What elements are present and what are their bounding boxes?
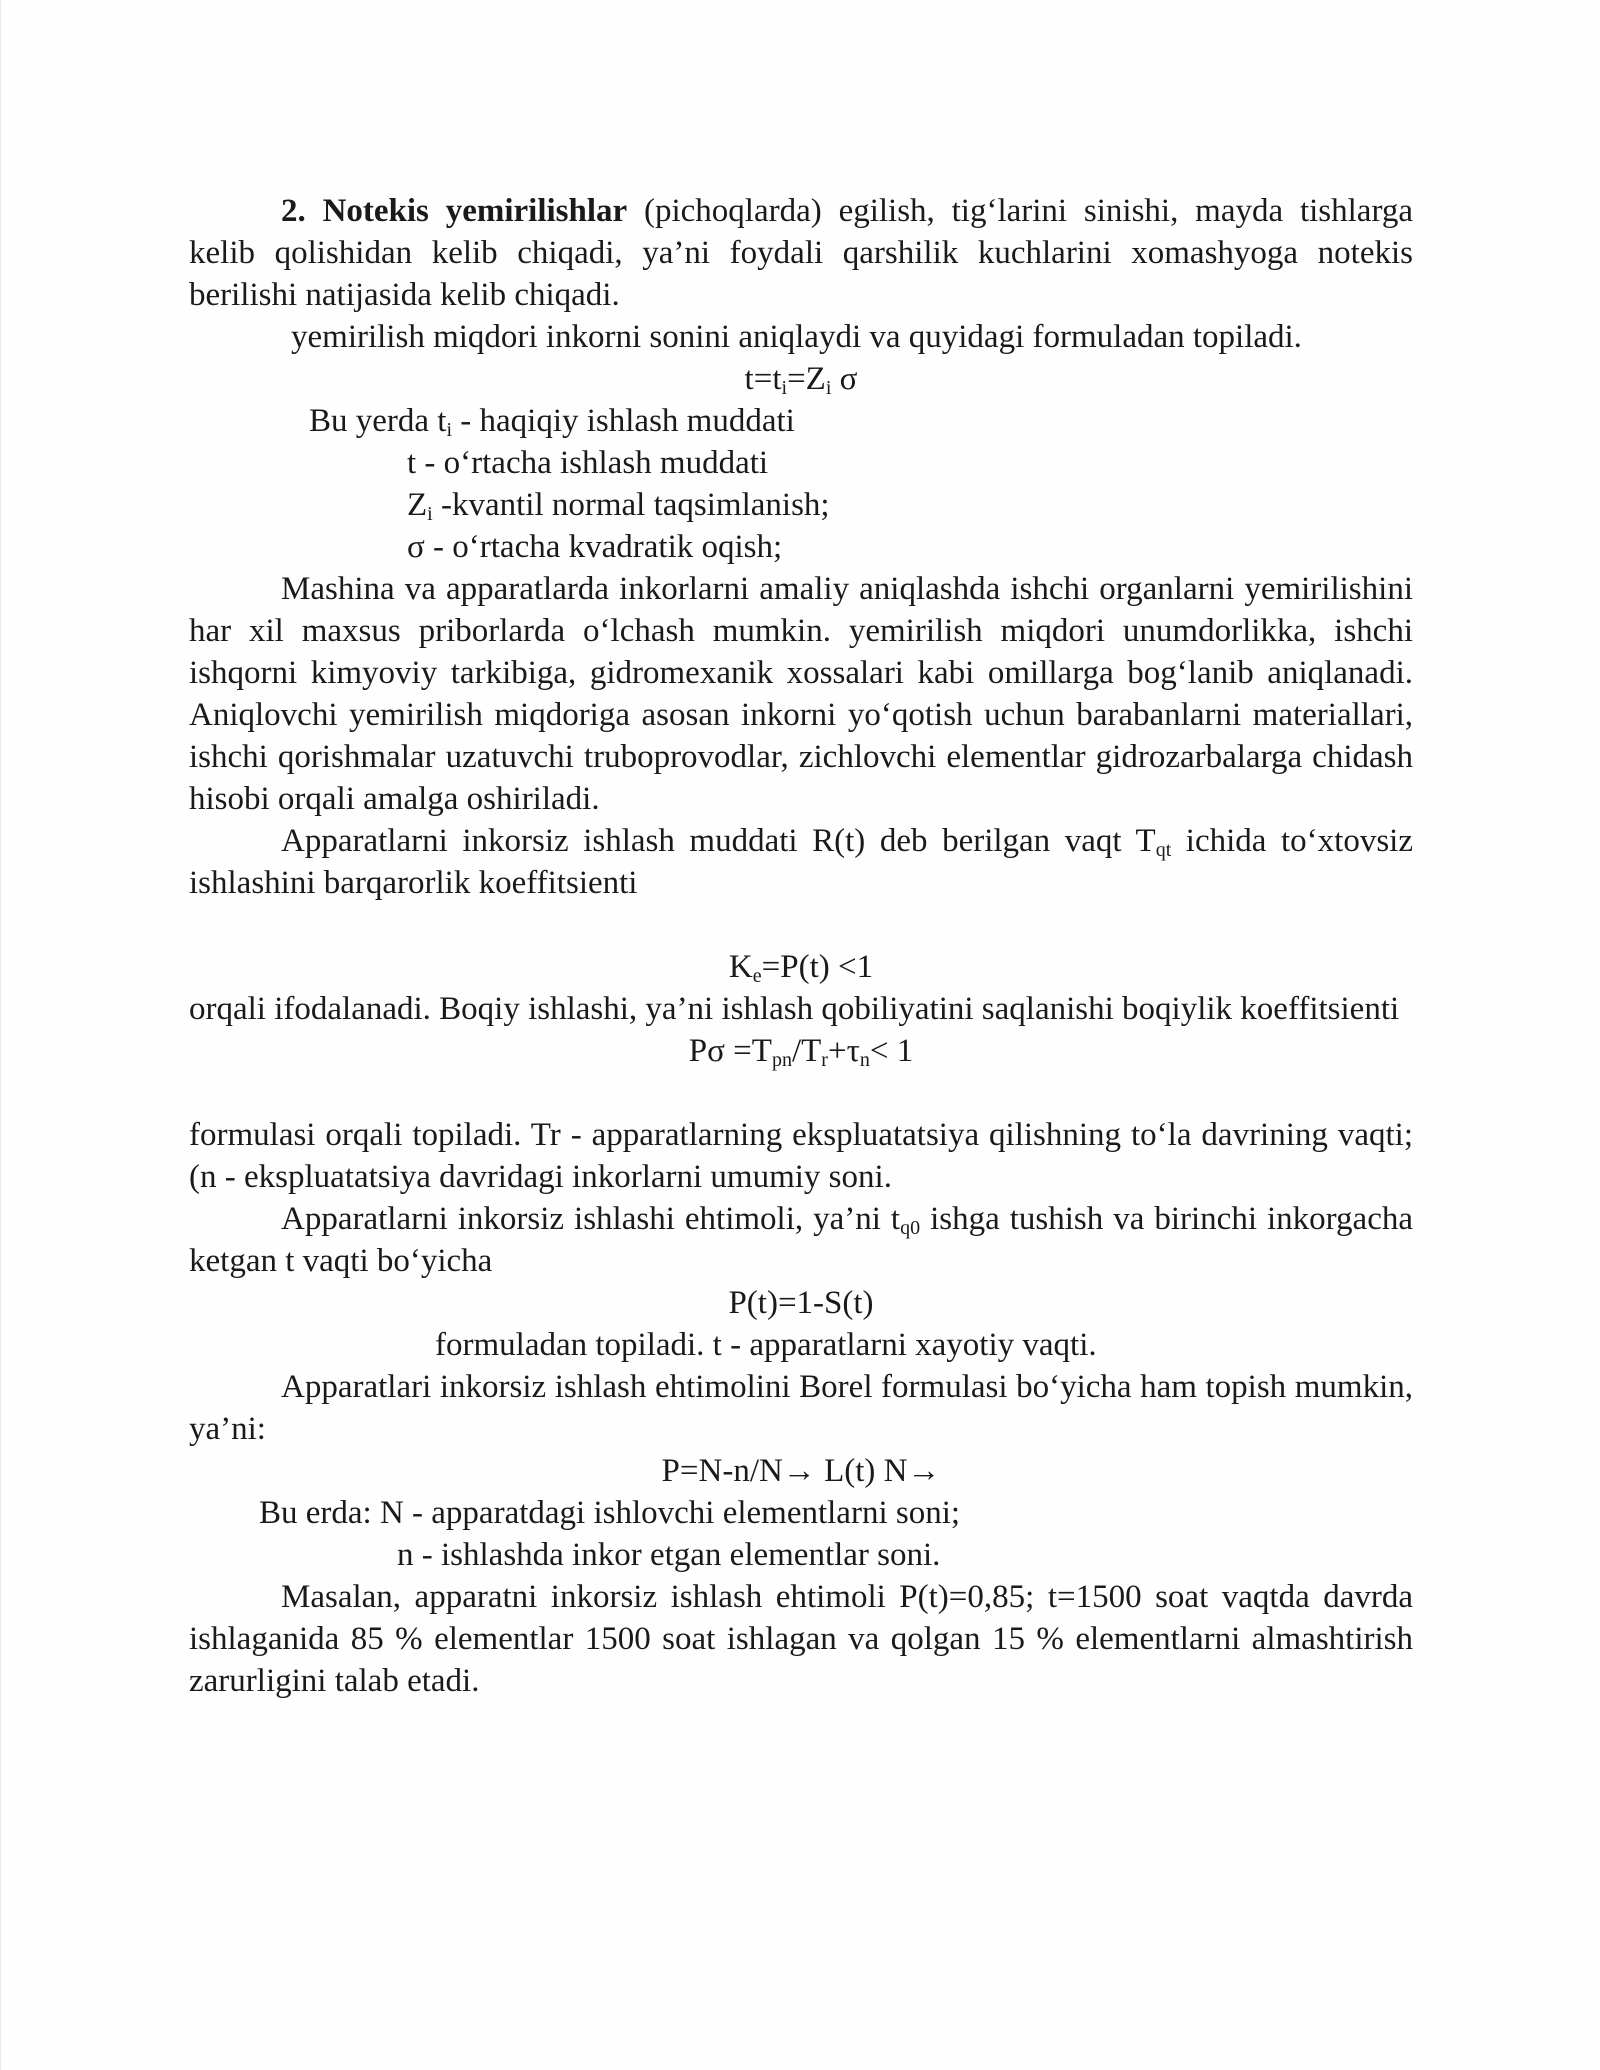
paragraph-formula-intro: yemirilish miqdori inkorni sonini aniqlaydi va quyidagi formuladan topiladi. [291, 319, 1302, 355]
section-heading: 2. Notekis yemirilishlar [281, 193, 628, 229]
paragraph-tr-definition: formulasi orqali topiladi. Tr - apparatlarning ekspluatatsiya qilishning to‘la davrining vaqti; (n - ekspluatatsiya davridagi inkorlarni umumiy soni. [189, 1117, 1413, 1195]
subscript: i [446, 419, 453, 441]
subscript: q0 [900, 1217, 921, 1239]
formula-part: =Z [787, 361, 826, 397]
subscript: i [781, 377, 788, 399]
subscript: r [821, 1049, 828, 1071]
definition-sigma: σ - o‘rtacha kvadratik oqish; [407, 529, 783, 565]
formula-part: K [728, 949, 753, 985]
paragraph-text: Apparatlarni inkorsiz ishlash muddati R(t) deb berilgan vaqt T [281, 823, 1156, 859]
formula-part: Pσ =T [688, 1033, 772, 1069]
subscript: i [825, 377, 832, 399]
paragraph-ehtimol [189, 1198, 1413, 1282]
formula-part: +τ [827, 1033, 860, 1069]
spacer [189, 904, 1413, 946]
paragraph-text: ichida to‘xtovsiz ishlashini barqarorlik koeffitsienti [189, 823, 1413, 901]
paragraph-xayotiy-vaqt: formuladan topiladi. t - apparatlarni xayotiy vaqti. [435, 1327, 1097, 1363]
paragraph-inkorsiz-muddat [189, 820, 1413, 904]
definition-text: -kvantil normal taqsimlanish; [432, 487, 830, 523]
paragraph-text: ishga tushish va birinchi inkorgacha ketgan t vaqti bo‘yicha [189, 1201, 1413, 1279]
formula-ke [189, 946, 1413, 988]
definition-n-elements: Bu erda: N - apparatdagi ishlovchi elementlarni soni; [259, 1495, 961, 1531]
document-body [189, 190, 1413, 1702]
formula-part: t=t [744, 361, 782, 397]
paragraph-notekis-yemirilishlar [189, 190, 1413, 316]
formula-part: /T [791, 1033, 822, 1069]
formula-borel: P=N-n/N→ L(t) N→ [661, 1453, 941, 1489]
formula-part: =P(t) <1 [761, 949, 874, 985]
paragraph-masalan: Masalan, apparatni inkorsiz ishlash ehtimoli P(t)=0,85; t=1500 soat vaqtda davrda ishlaganida 85 % elementlar 1500 soat ishlagan va qolgan 15 % elementlarni almashtirish zarurligini talab etadi. [189, 1579, 1413, 1699]
definition-text: - haqiqiy ishlash muddati [452, 403, 795, 439]
definition-zi [189, 484, 1413, 526]
paragraph-boqiylik: orqali ifodalanadi. Boqiy ishlashi, ya’ni ishlash qobiliyatini saqlanishi boqiylik koeffitsienti [189, 991, 1400, 1027]
definition-ti [189, 400, 1413, 442]
formula-t [189, 358, 1413, 400]
subscript: i [427, 503, 433, 525]
definition-text: Bu yerda t [309, 403, 447, 439]
spacer [189, 1072, 1413, 1114]
paragraph-mashina-apparatlar: Mashina va apparatlarda inkorlarni amaliy aniqlashda ishchi organlarni yemirilishini har xil maxsus priborlarda o‘lchash mumkin. yemirilish miqdori unumdorlikka, ishchi ishqorni kimyoviy tarkibiga, gidromexanik xossalari kabi omillarga bog‘lanib aniqlanadi. Aniqlovchi yemirilish miqdoriga asosan inkorni yo‘qotish uchun barabanlarni materiallari, ishchi qorishmalar uzatuvchi truboprovodlar, zichlovchi elementlar gidrozarbalarga chidash hisobi orqali amalga oshiriladi. [189, 571, 1413, 817]
subscript: e [752, 965, 762, 987]
paragraph-text: (pichoqlarda) egilish, tig‘larini sinishi, mayda tishlarga kelib qolishidan kelib chiqadi, ya’ni foydali qarshilik kuchlarini xomashyoga notekis berilishi natijasida kelib chiqadi. [189, 193, 1413, 313]
paragraph-borel: Apparatlari inkorsiz ishlash ehtimolini Borel formulasi bo‘yicha ham topish mumkin, ya’ni: [189, 1369, 1413, 1447]
subscript: qt [1155, 839, 1172, 861]
subscript: n [859, 1049, 870, 1071]
formula-pt: P(t)=1-S(t) [728, 1285, 874, 1321]
definition-n-failed: n - ishlashda inkor etgan elementlar soni. [397, 1537, 941, 1573]
subscript: pn [771, 1049, 792, 1071]
definition-text: Z [407, 487, 428, 523]
definition-t: t - o‘rtacha ishlash muddati [407, 445, 769, 481]
formula-psigma [189, 1030, 1413, 1072]
formula-part: σ [831, 361, 858, 397]
paragraph-text: Apparatlarni inkorsiz ishlashi ehtimoli, ya’ni t [281, 1201, 901, 1237]
formula-part: < 1 [869, 1033, 914, 1069]
